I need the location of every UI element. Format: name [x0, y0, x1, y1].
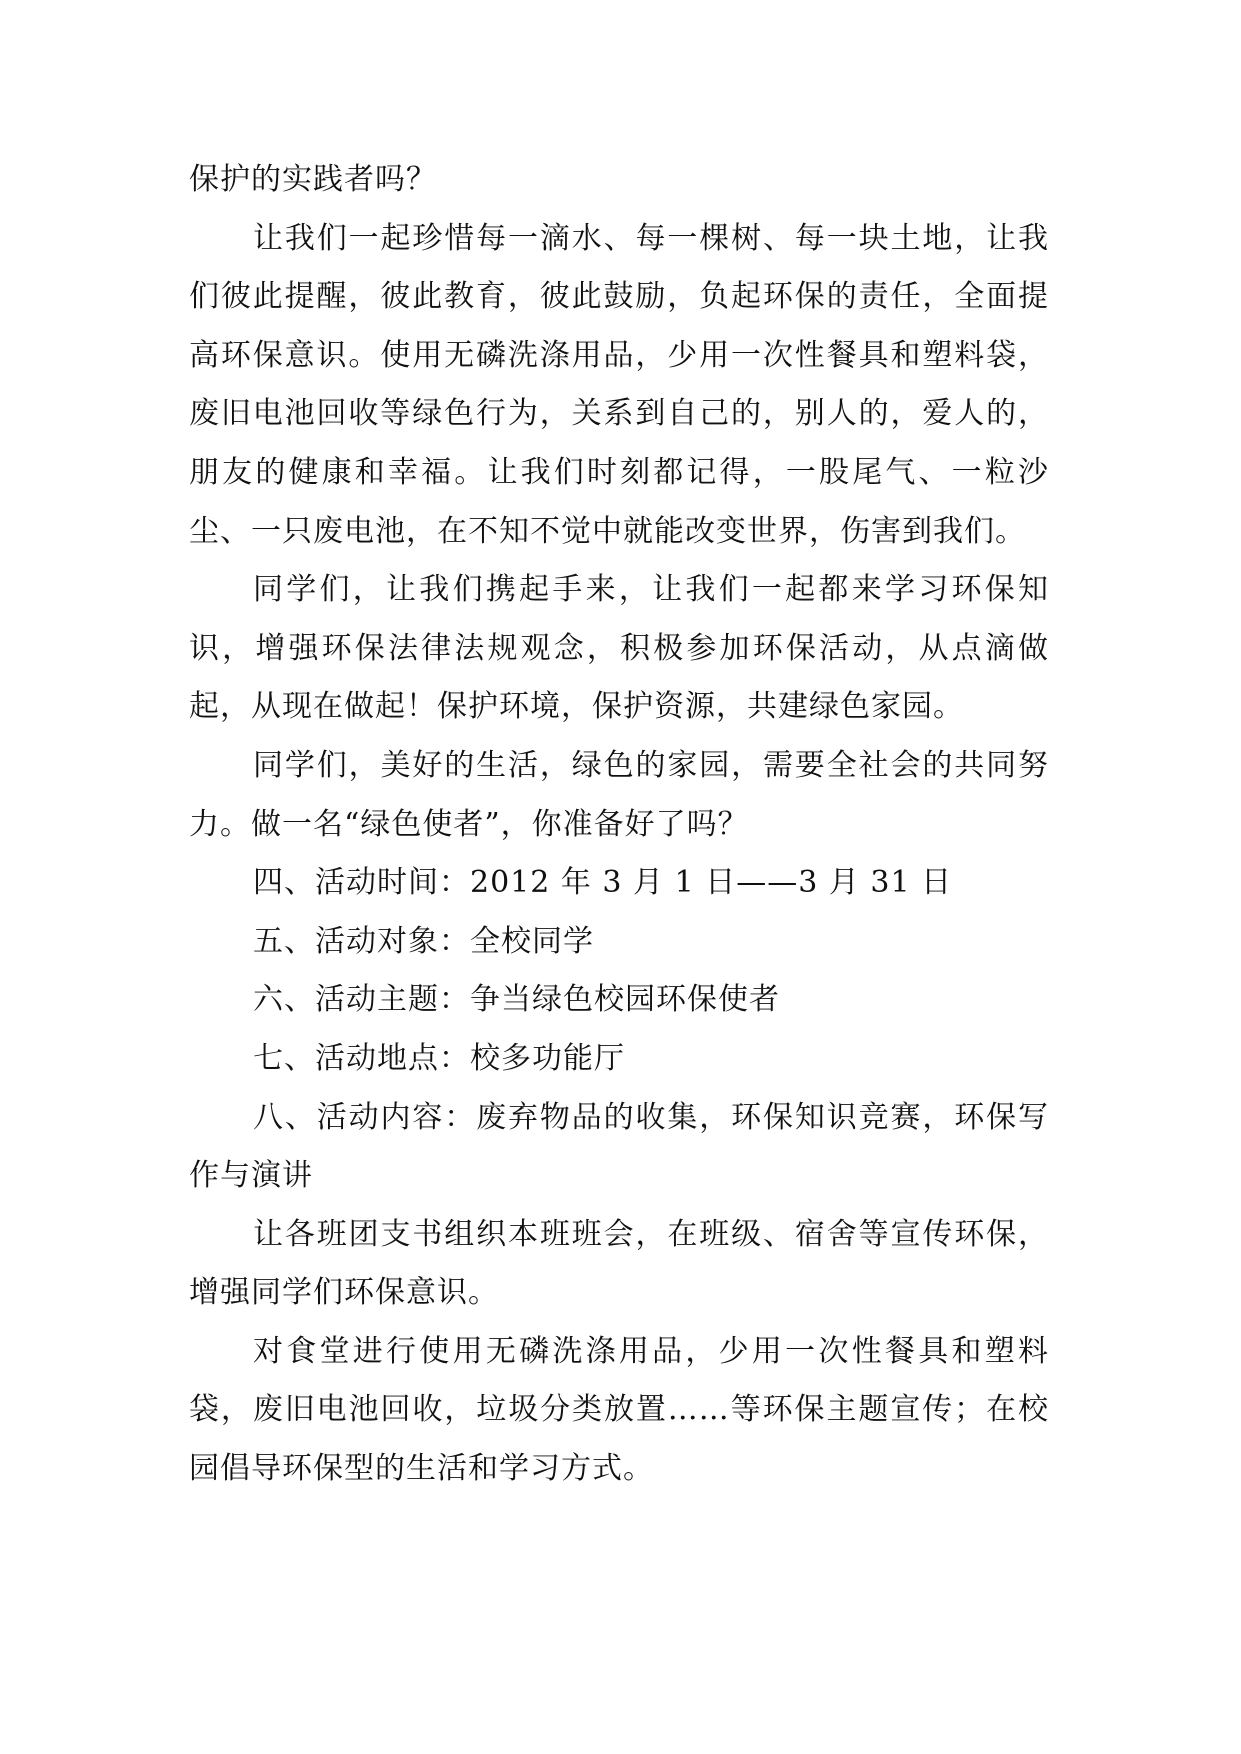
paragraph-cherish-resources: 让我们一起珍惜每一滴水、每一棵树、每一块土地，让我们彼此提醒，彼此教育，彼此鼓励，负起环保的责任，全面提高环保意识。使用无磷洗涤用品，少用一次性餐具和塑料袋，废旧电池回收等绿色行为，关系到自己的，别人的，爱人的，朋友的健康和幸福。让我们时刻都记得，一股尾气、一粒沙尘、一只废电池，在不知不觉中就能改变世界，伤害到我们。 — [189, 220, 1049, 549]
activity-audience: 五、活动对象：全校同学 — [253, 923, 594, 959]
activity-time: 四、活动时间：2012 年 3 月 1 日——3 月 31 日 — [253, 865, 953, 901]
activity-theme: 六、活动主题：争当绿色校园环保使者 — [253, 982, 780, 1018]
paragraph-join-hands: 同学们，让我们携起手来，让我们一起都来学习环保知识，增强环保法律法规观念，积极参加环保活动，从点滴做起，从现在做起！保护环境，保护资源，共建绿色家园。 — [189, 572, 1049, 725]
paragraph-canteen-campaign: 对食堂进行使用无磷洗涤用品，少用一次性餐具和塑料袋，废旧电池回收，垃圾分类放置……等环保主题宣传；在校园倡导环保型的生活和学习方式。 — [189, 1333, 1049, 1487]
activity-content: 八、活动内容：废弃物品的收集，环保知识竞赛，环保写作与演讲 — [189, 1099, 1049, 1194]
paragraph-class-meetings: 让各班团支书组织本班班会，在班级、宿舍等宣传环保，增强同学们环保意识。 — [189, 1216, 1049, 1311]
activity-location: 七、活动地点：校多功能厅 — [253, 1040, 625, 1076]
paragraph-green-envoy: 同学们，美好的生活，绿色的家园，需要全社会的共同努力。做一名“绿色使者”，你准备好了吗？ — [189, 747, 1049, 842]
paragraph-continuation: 保护的实践者吗？ — [189, 162, 437, 197]
document-body — [189, 151, 1049, 1499]
